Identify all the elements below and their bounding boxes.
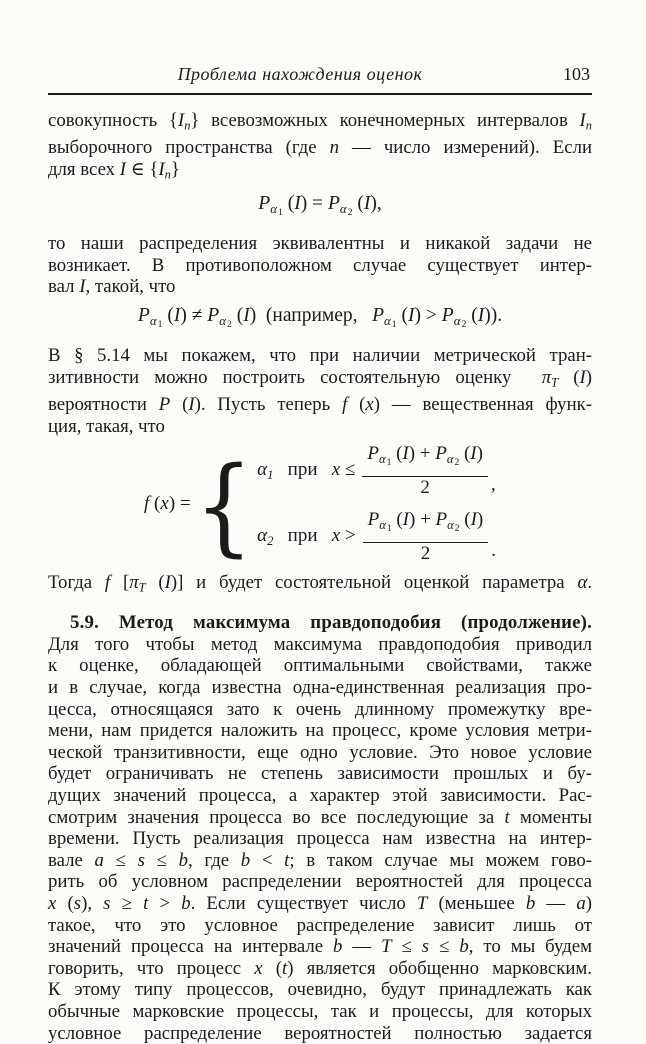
math-var: P [435, 443, 447, 464]
fraction [362, 443, 488, 498]
math-var: P [328, 193, 340, 214]
text-line: цесса, относящаяся зато к очень длинному промежутку вре- [48, 699, 592, 721]
sub-subscript: 2 [455, 524, 460, 534]
sub-subscript: 2 [454, 458, 459, 468]
text-line: x (s), s ≥ t > b. Если существует число T (меньшее b — a) [48, 893, 592, 915]
running-title: Проблема нахождения оценок [48, 64, 552, 85]
math-var: s [422, 936, 429, 957]
text-line: значений процесса на интервале b — T ≤ s ≤ b, то мы будем [48, 936, 592, 958]
math-var: I [579, 367, 585, 388]
math-var: I [402, 443, 408, 464]
math-var: π [542, 367, 551, 388]
formula-lhs: f (x) = [144, 493, 191, 515]
subscript: α [379, 518, 386, 532]
sub-subscript: 1 [278, 207, 283, 218]
math-var: I [580, 110, 586, 131]
math-var: P [138, 305, 150, 326]
text-line: мени, нам придется наложить на процесс, кроме условия метри- [48, 720, 592, 742]
math-var: π [129, 572, 138, 593]
text-line: Тогда f [πT (I)] и будет состоятельной оценкой параметра α. [48, 572, 592, 599]
math-var: x [365, 394, 373, 415]
piecewise-formula [48, 443, 592, 564]
text-line: выборочного пространства (где n — число измерений). Если [48, 137, 592, 159]
math-var: P [258, 193, 270, 214]
text-line: В § 5.14 мы покажем, что при наличии метрической тран- [48, 345, 592, 367]
subscript: α [219, 314, 226, 328]
subscript: α [379, 452, 386, 466]
header-rule [48, 93, 592, 95]
text-line: такое, что это условное распределение зависит лишь от [48, 915, 592, 937]
punctuation: . [491, 540, 496, 564]
fraction [363, 509, 489, 564]
subscript: α [270, 202, 277, 216]
paragraph [48, 634, 592, 1044]
text-line: времени. Пусть реализация процесса нам известна на интер- [48, 828, 592, 850]
paragraph [48, 345, 592, 437]
math-var: T [417, 893, 427, 914]
math-var: I [364, 193, 371, 214]
case-row [257, 443, 496, 498]
math-var: a [95, 850, 104, 871]
math-var: f [144, 493, 149, 514]
subscript: α [447, 452, 454, 466]
paragraph [48, 110, 592, 186]
page-header [48, 64, 592, 88]
math-var: b [241, 850, 250, 871]
subscript: α [340, 202, 347, 216]
math-var: x [254, 958, 262, 979]
math-var: I [120, 159, 126, 180]
subscript: α [150, 314, 157, 328]
text-line: вале a ≤ s ≤ b, где b < t; в таком случае мы можем гово- [48, 850, 592, 872]
math-var: s [103, 893, 110, 914]
math-var: P [367, 443, 379, 464]
display-formula: $P\alpha_1$ $(I) = P\alpha_2$ (I), [48, 192, 592, 225]
math-var: I [243, 305, 250, 326]
text-line: рить об условном распределении вероятностей для процесса [48, 871, 592, 893]
math-var: P [442, 305, 454, 326]
denominator: 2 [421, 543, 431, 564]
case-condition: α2 при x > [257, 525, 356, 549]
text-line: обычные марковские процессы, так и процессы, для которых [48, 1001, 592, 1023]
math-var: I [178, 110, 184, 131]
math-var: I [174, 305, 181, 326]
text-line: возникает. В противоположном случае существует интер- [48, 255, 592, 277]
text-line: зитивности можно построить состоятельную оценку πT (I) [48, 367, 592, 394]
math-var: I [403, 509, 409, 530]
text-line: дущих значений процесса, а характер этой зависимости. Рас- [48, 785, 592, 807]
sub-subscript: 1 [387, 524, 392, 534]
text-line: ческой транзитивности, еще одно условие. Это новое условие [48, 742, 592, 764]
text-line: говорить, что процесс x (t) является обобщенно марковским. [48, 958, 592, 980]
math-var: x [332, 459, 340, 480]
case-condition: α1 при x ≤ [257, 459, 355, 483]
math-var: P [207, 305, 219, 326]
paragraph [48, 572, 592, 599]
numerator: $P\alpha_1$ $(I) + P\alpha_2$ (I) [363, 509, 489, 543]
text-line: совокупность {In} всевозможных конечномерных интервалов In [48, 110, 592, 137]
math-var: f [105, 572, 110, 593]
math-var: I [294, 193, 301, 214]
text-line: и в случае, когда известна одна-единственная реализация про- [48, 677, 592, 699]
math-var: I [165, 572, 171, 593]
math-var: f [342, 394, 347, 415]
math-var: s [138, 850, 145, 871]
math-var: α [257, 459, 267, 480]
page-number: 103 [563, 64, 590, 85]
text-line [48, 612, 592, 634]
text-line: к оценке, обладающей оптимальными свойствами, также [48, 655, 592, 677]
display-formula: $P\alpha_1$ $(I) \ne P\alpha_2$ (I) (например, $P\alpha_1$ $(I) > P\alpha_2$ (I)). [48, 304, 592, 337]
subscript: T [139, 581, 146, 595]
math-var: I [188, 394, 194, 415]
math-var: I [471, 509, 477, 530]
math-var: n [330, 137, 339, 158]
subscript: 2 [267, 533, 273, 547]
math-var: T [381, 936, 391, 957]
math-var: a [576, 893, 585, 914]
text-line: для всех I ∈ {In} [48, 159, 592, 186]
text-line: будет ограничивать не степень зависимости прошлых и бу- [48, 763, 592, 785]
text-line: вал I, такой, что [48, 276, 592, 298]
paragraph [48, 233, 592, 298]
math-var: I [79, 276, 85, 297]
sub-subscript: 1 [387, 458, 392, 468]
math-var: I [408, 305, 415, 326]
math-var: α [257, 525, 267, 546]
subscript: α [447, 518, 454, 532]
sub-subscript: 2 [348, 207, 353, 218]
subscript: n [165, 168, 171, 182]
subscript: n [184, 119, 190, 133]
math-var: b [526, 893, 535, 914]
math-var: t [284, 850, 289, 871]
math-var: α [577, 572, 587, 593]
numerator: $P\alpha_1$ $(I) + P\alpha_2$ (I) [362, 443, 488, 477]
math-var: b [459, 936, 468, 957]
page-body [48, 110, 592, 1044]
math-var: s [74, 893, 81, 914]
math-var: t [505, 807, 510, 828]
text-line: ция, такая, что [48, 416, 592, 438]
math-var: P [372, 305, 384, 326]
denominator: 2 [420, 477, 430, 498]
cases-brace: { [195, 501, 254, 506]
subscript: 1 [267, 467, 273, 481]
math-var: P [436, 509, 448, 530]
math-var: x [160, 493, 168, 514]
math-var: x [48, 893, 56, 914]
sub-subscript: 2 [227, 319, 232, 330]
text-line: вероятности P (I). Пусть теперь f (x) — вещественная функ- [48, 394, 592, 416]
text-line: условное распределение вероятностей полностью задается [48, 1023, 592, 1044]
math-var: b [333, 936, 342, 957]
bold-text: 5.9. Метод максимума правдоподобия (продолжение). [70, 612, 592, 633]
math-var: t [282, 958, 287, 979]
math-var: P [159, 394, 170, 415]
text-line: К этому типу процессов, очевидно, будут принадлежать как [48, 979, 592, 1001]
math-var: I [478, 305, 485, 326]
math-var: x [332, 525, 340, 546]
sub-subscript: 1 [158, 319, 163, 330]
sub-subscript: 2 [461, 319, 466, 330]
section-heading [48, 612, 592, 634]
subscript: α [454, 314, 461, 328]
text-line: Для того чтобы метод максимума правдоподобия приводил [48, 634, 592, 656]
sub-subscript: 1 [392, 319, 397, 330]
text-line: то наши распределения эквивалентны и никакой задачи не [48, 233, 592, 255]
math-var: b [179, 850, 188, 871]
case-row [257, 509, 496, 564]
cases-rows [257, 443, 496, 564]
subscript: T [551, 375, 558, 389]
subscript: α [384, 314, 391, 328]
math-var: I [158, 159, 164, 180]
math-var: b [181, 893, 190, 914]
subscript: n [586, 119, 592, 133]
text-line: смотрим значения процесса во все последующие за t моменты [48, 807, 592, 829]
math-var: t [143, 893, 148, 914]
punctuation: , [491, 474, 496, 498]
math-var: I [470, 443, 476, 464]
math-var: P [368, 509, 380, 530]
